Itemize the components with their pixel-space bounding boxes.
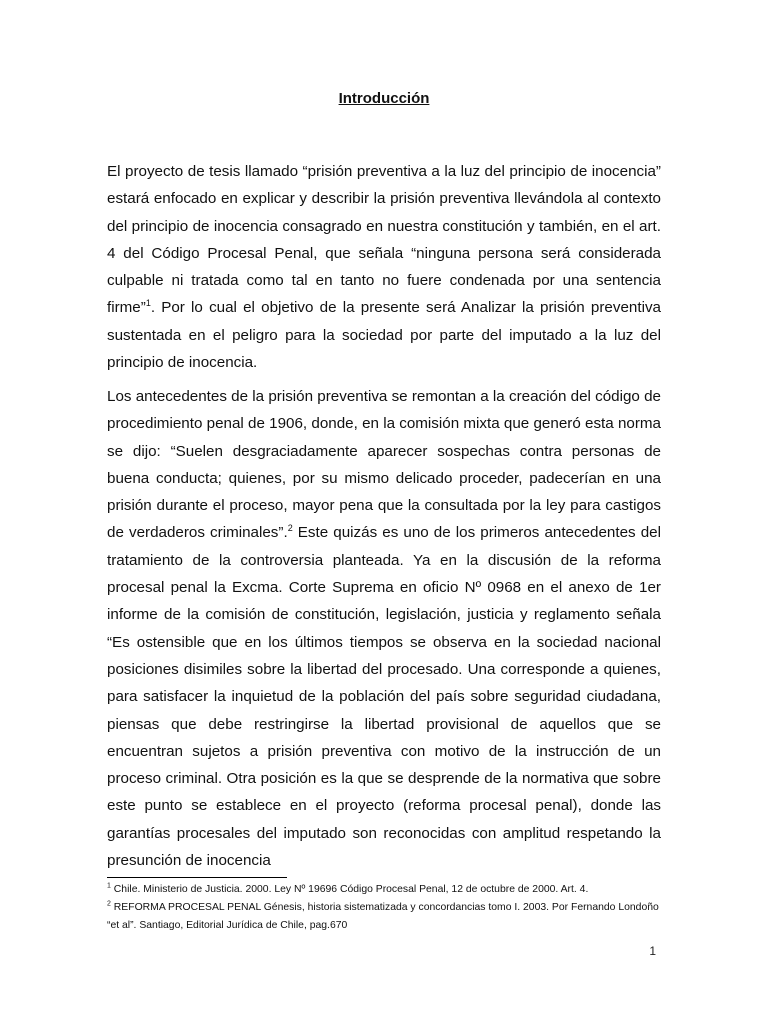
footnote-ref-2[interactable]: 2 [287,523,293,534]
paragraph-2-text-b: Este quizás es uno de los primeros antecedentes del tratamiento de la controversia planteada. Ya en la discusión de la reforma procesal penal la Excma. Corte Suprema en oficio Nº 0968 en el anexo de 1er informe de la comisión de constitución, legislación, justicia y reglamento señala “Es ostensible que en los últimos tiempos se observa en la sociedad nacional posiciones disimiles sobre la libertad del procesado. Una corresponde a quienes, para satisfacer la inquietud de la población del país sobre seguridad ciudadana, piensas que debe restringirse la libertad provisional de aquellos que se encuentran sujetos a prisión preventiva con motivo de la instrucción de un proceso criminal. Otra posición es la que se desprende de la normativa que sobre este punto se establece en el proyecto (reforma procesal penal), donde las garantías procesales del imputado son reconocidas con amplitud respetando la presunción de inocencia [107,524,661,870]
footnote-separator [107,877,287,878]
footnotes [107,881,667,935]
footnote-number: 1 [107,882,111,890]
paragraph-1-text-b: . Por lo cual el objetivo de la presente será Analizar la prisión preventiva sustentada en el peligro para la sociedad por parte del imputado a la luz del principio de inocencia. [107,299,661,372]
page-title: Introducción [338,90,430,107]
footnote-text: REFORMA PROCESAL PENAL Génesis, historia sistematizada y concordancias tomo I. 2003. Por Fernando Londoño “et al”. Santiago, Editorial Jurídica de Chile, pag.670 [107,902,659,931]
paragraph-1 [107,158,661,376]
footnote-1 [107,881,667,899]
footnote-number: 2 [107,900,111,908]
footnote-2 [107,899,667,935]
footnote-ref-1[interactable]: 1 [145,298,151,309]
paragraph-2 [107,383,661,874]
footnote-text: Chile. Ministerio de Justicia. 2000. Ley Nº 19696 Código Procesal Penal, 12 de octubre de 2000. Art. 4. [110,884,589,895]
paragraph-2-text-a: Los antecedentes de la prisión preventiva se remontan a la creación del código de procedimiento penal de 1906, donde, en la comisión mixta que generó esta norma se dijo: “Suelen desgraciadamente aparecer sospechas contra personas de buena conducta; quienes, por su mismo delicado proceder, padecerían en una prisión durante el proceso, mayor pena que la consultada por la ley para castigos de verdaderos criminales”. [107,388,661,542]
page-number: 1 [649,944,656,958]
paragraph-1-text-a: El proyecto de tesis llamado “prisión preventiva a la luz del principio de inocencia” estará enfocado en explicar y describir la prisión preventiva llevándola al contexto del principio de inocencia consagrado en nuestra constitución y también, en el art. 4 del Código Procesal Penal, que señala “ninguna persona será considerada culpable ni tratada como tal en tanto no fuere condenada por una sentencia firme” [107,163,661,317]
